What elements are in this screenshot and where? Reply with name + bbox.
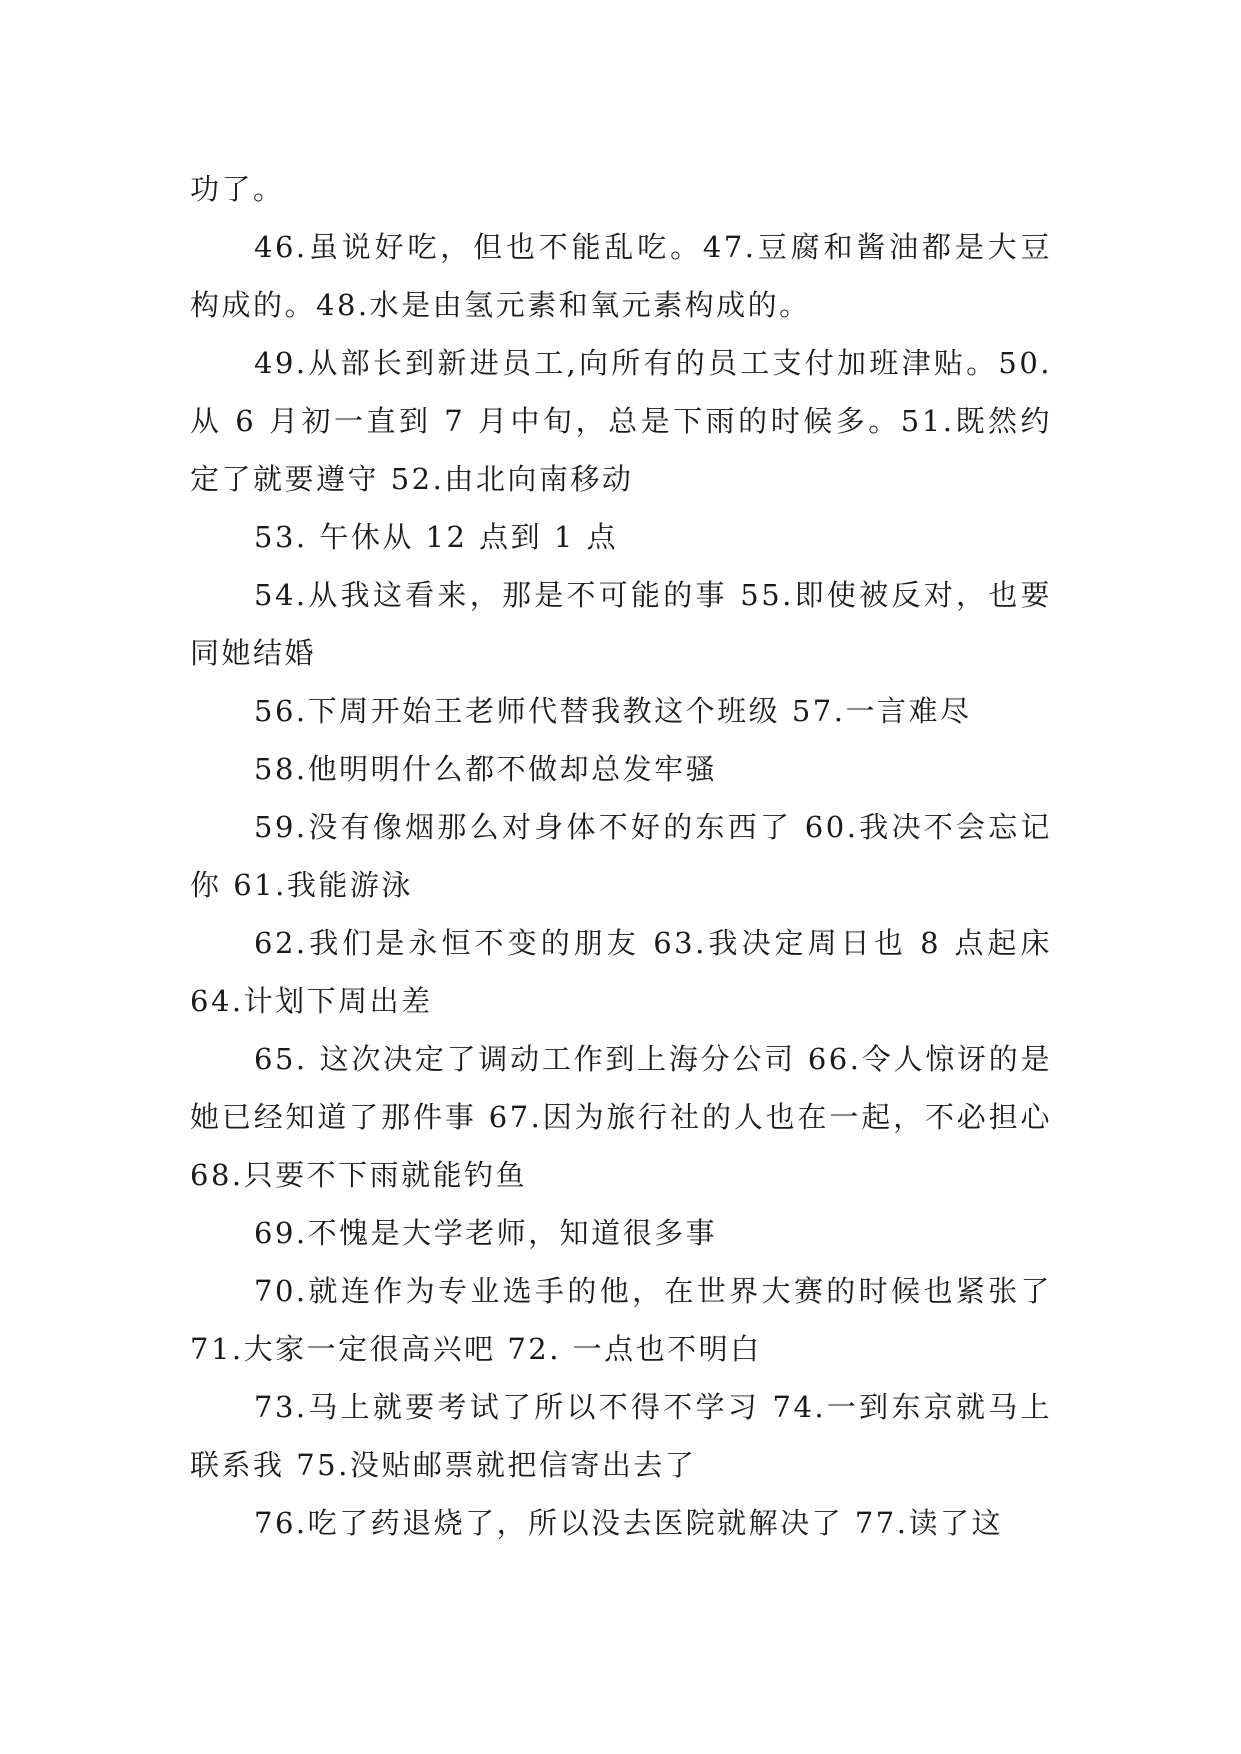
paragraph: 62.我们是永恒不变的朋友 63.我决定周日也 8 点起床 64.计划下周出差 [190,926,1052,1018]
paragraph: 76.吃了药退烧了，所以没去医院就解决了 77.读了这 [254,1506,1003,1540]
paragraph: 功了。 [190,172,285,206]
paragraph: 49.从部长到新进员工,向所有的员工支付加班津贴。50.从 6 月初一直到 7 月中旬，总是下雨的时候多。51.既然约定了就要遵守 52.由北向南移动 [190,346,1052,496]
document-body [190,160,1052,1552]
paragraph: 54.从我这看来，那是不可能的事 55.即使被反对，也要同她结婚 [190,578,1052,670]
paragraph: 69.不愧是大学老师，知道很多事 [254,1216,718,1250]
paragraph: 46.虽说好吃，但也不能乱吃。47.豆腐和酱油都是大豆构成的。48.水是由氢元素和氧元素构成的。 [190,230,1052,322]
paragraph: 53. 午休从 12 点到 1 点 [254,520,619,554]
paragraph: 70.就连作为专业选手的他，在世界大赛的时候也紧张了 71.大家一定很高兴吧 72. 一点也不明白 [190,1274,1052,1366]
paragraph: 56.下周开始王老师代替我教这个班级 57.一言难尽 [254,694,972,728]
paragraph: 73.马上就要考试了所以不得不学习 74.一到东京就马上联系我 75.没贴邮票就把信寄出去了 [190,1390,1052,1482]
paragraph: 59.没有像烟那么对身体不好的东西了 60.我决不会忘记你 61.我能游泳 [190,810,1052,902]
paragraph: 65. 这次决定了调动工作到上海分公司 66.令人惊讶的是她已经知道了那件事 67.因为旅行社的人也在一起，不必担心 68.只要不下雨就能钓鱼 [190,1042,1052,1192]
paragraph: 58.他明明什么都不做却总发牢骚 [254,752,718,786]
